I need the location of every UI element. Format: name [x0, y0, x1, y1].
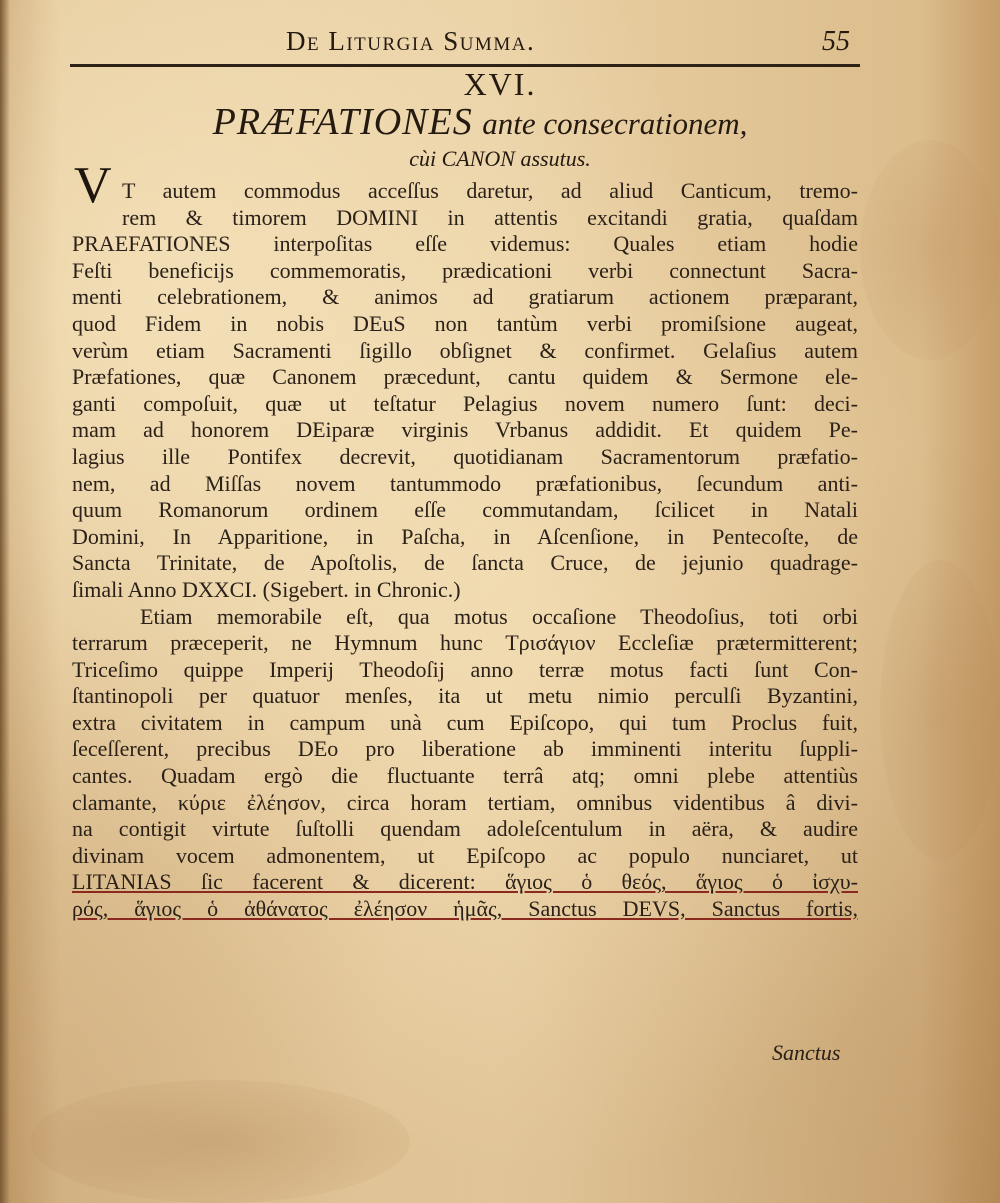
section-title — [0, 100, 960, 144]
text-line: lagius ille Pontifex decrevit, quotidianam Sacramentorum præfatio- — [72, 443, 858, 469]
text-line: ſimali Anno DXXCI. (Sigebert. in Chronic.) — [72, 576, 461, 602]
paper-stain — [880, 560, 1000, 860]
text-line: rem & timorem DOMINI in attentis excitandi gratia, quaſdam — [122, 204, 858, 230]
text-line: mam ad honorem DEiparæ virginis Vrbanus addidit. Et quidem Pe- — [72, 417, 858, 443]
text-line: menti celebrationem, & animos ad gratiarum actionem præparant, — [72, 284, 858, 310]
page-number: 55 — [822, 26, 850, 57]
text-line: nem, ad Miſſas novem tantummodo præfationibus, ſecundum anti- — [72, 470, 858, 496]
text-line: cantes. Quadam ergò die fluctuante terrâ atq; omni plebe attentiùs — [72, 763, 858, 789]
text-line: extra civitatem in campum unà cum Epiſcopo, qui tum Proclus fuit, — [72, 709, 858, 735]
body-text — [72, 178, 858, 923]
section-subtitle: cùi CANON assutus. — [409, 146, 591, 171]
text-line: T autem commodus acceſſus daretur, ad aliud Canticum, tremo- — [122, 178, 858, 203]
text-line: LITANIAS ſic facerent & dicerent: ἅγιος ὁ θεός, ἅγιος ὁ ἰσχυ- — [72, 869, 858, 895]
catchword: Sanctus — [772, 1040, 841, 1065]
text-line: Triceſimo quippe Imperij Theodoſij anno terræ motus facti ſunt Con- — [72, 656, 858, 682]
text-line: quum Romanorum ordinem eſſe commutandam, ſcilicet in Natali — [72, 497, 858, 523]
text-line: divinam vocem admonentem, ut Epiſcopo ac populo nunciaret, ut — [72, 842, 858, 868]
section-title-caps: PRÆFATIONES — [212, 101, 473, 143]
text-line: Feſti beneficijs commemoratis, prædicationi verbi connectunt Sacra- — [72, 257, 858, 283]
paper-stain — [860, 140, 1000, 360]
text-line: Præfationes, quæ Canonem præcedunt, cantu quidem & Sermone ele- — [72, 364, 858, 390]
paper-stain — [30, 1080, 410, 1203]
section-number: XVI. — [463, 66, 537, 102]
text-line: Sancta Trinitate, de Apoſtolis, de ſancta Cruce, de jejunio quadrage- — [72, 550, 858, 576]
text-line: clamante, κύριε ἐλέησον, circa horam tertiam, omnibus videntibus â divi- — [72, 789, 858, 815]
text-line: Etiam memorabile eſt, qua motus occaſione Theodoſius, toti orbi — [140, 603, 858, 629]
text-line: na contigit virtute ſuſtolli quendam adoleſcentulum in aëra, & audire — [72, 816, 858, 842]
text-line: PRAEFATIONES interpoſitas eſſe videmus: Quales etiam hodie — [72, 231, 858, 257]
text-line: quod Fidem in nobis DEuS non tantùm verbi promiſsione augeat, — [72, 310, 858, 336]
text-line: verùm etiam Sacramenti ſigillo obſignet & confirmet. Gelaſius autem — [72, 337, 858, 363]
text-line: Domini, In Apparitione, in Paſcha, in Aſcenſione, in Pentecoſte, de — [72, 523, 858, 549]
text-line: ganti compoſuit, quæ ut teſtatur Pelagius novem numero ſunt: deci- — [72, 390, 858, 416]
running-title: De Liturgia Summa. — [286, 26, 536, 56]
page-edge-shadow — [0, 0, 10, 1203]
text-line: ρός, ἅγιος ὁ ἀθάνατος ἐλέησον ἡμᾶς, Sanctus DEVS, Sanctus fortis, — [72, 896, 858, 922]
text-line: ſtantinopoli per quatuor menſes, ita ut metu nimio perculſi Byzantini, — [72, 683, 858, 709]
section-title-lower: ante consecrationem, — [482, 106, 748, 141]
text-line: ſeceſſerent, precibus DEo pro liberatione ab imminenti interitu ſuppli- — [72, 736, 858, 762]
text-line: terrarum præceperit, ne Hymnum hunc Τρισάγιον Eccleſiæ prætermitterent; — [72, 630, 858, 656]
drop-cap-initial: V — [74, 157, 112, 214]
